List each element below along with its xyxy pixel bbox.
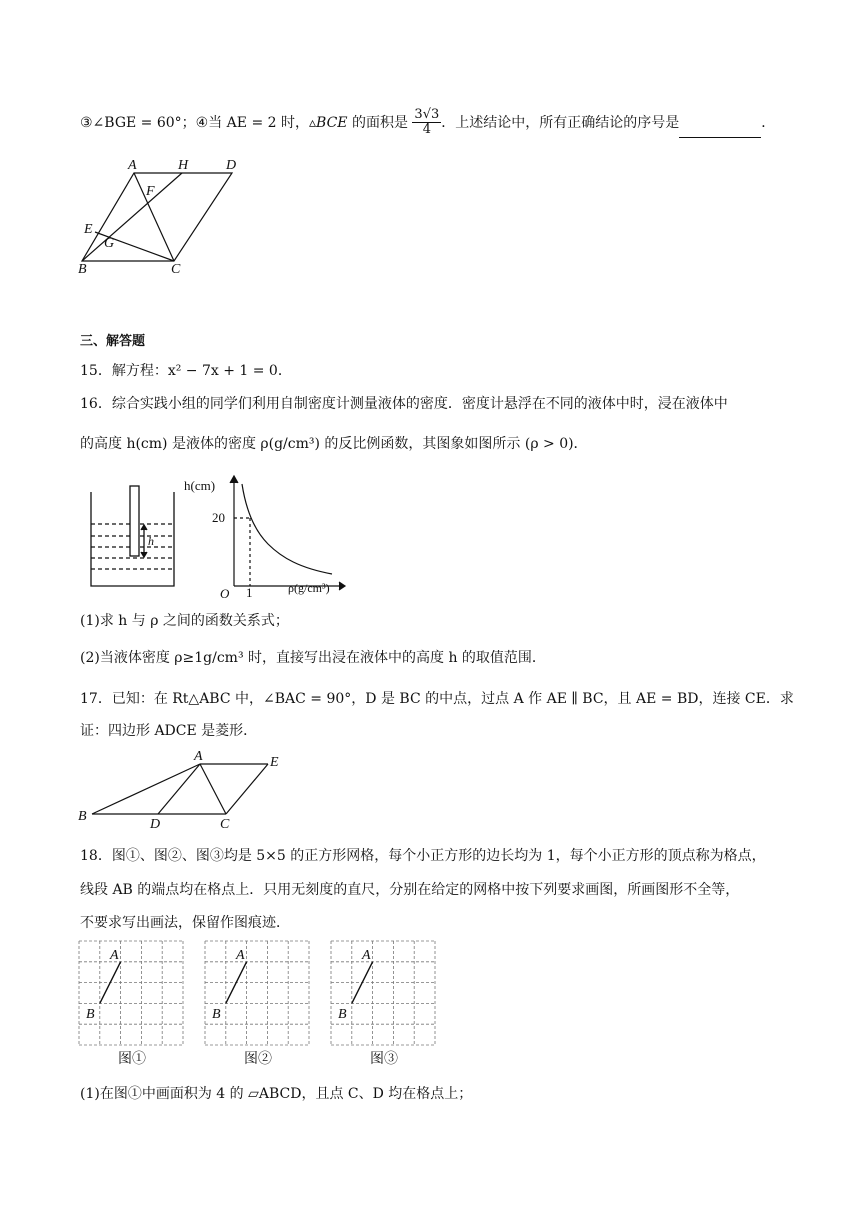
label-f: F xyxy=(146,184,155,199)
segment-ad xyxy=(158,764,200,814)
label-d: D xyxy=(226,158,237,173)
caption-fig1: 图① xyxy=(118,1051,146,1067)
answer-blank[interactable] xyxy=(679,123,761,138)
q14-frac-den: 4 xyxy=(422,122,431,138)
segment-ab xyxy=(352,962,373,1004)
label-a: A xyxy=(110,948,119,963)
caption-fig3: 图③ xyxy=(370,1051,398,1067)
q14-frac-num: 3√3 xyxy=(414,107,440,122)
hyperbola-curve xyxy=(242,484,332,574)
segment-ac xyxy=(200,764,226,814)
caption-fig2: 图② xyxy=(244,1051,272,1067)
label-a: A xyxy=(362,948,371,963)
q14-part3: ③∠BGE = 60°；④当 AE = 2 时， xyxy=(80,114,309,131)
label-b: B xyxy=(86,1007,95,1022)
y-axis-label: h(cm) xyxy=(184,478,216,493)
segment-ab xyxy=(226,962,247,1004)
segment-ec xyxy=(226,764,268,814)
segment-ab xyxy=(100,962,121,1004)
q17-line2: 证：四边形 ADCE 是菱形． xyxy=(80,723,258,739)
q17-line1: 17．已知：在 Rt△ABC 中，∠BAC = 90°，D 是 BC 的中点，过点 A 作 AE ∥ BC，且 AE = BD，连接 CE．求 xyxy=(80,691,794,707)
q14-end: ．上述结论中，所有正确结论的序号是 xyxy=(441,114,680,131)
label-g: G xyxy=(104,236,115,251)
line-bh xyxy=(82,173,182,261)
q18-line1: 18．图①、图②、图③均是 5×5 的正方形网格，每个小正方形的边长均为 1，每个小正方形的顶点称为格点， xyxy=(80,848,766,864)
h-mark: h xyxy=(148,534,154,548)
q16-line2: 的高度 h(cm) 是液体的密度 ρ(g/cm³) 的反比例函数，其图象如图所示 (ρ > 0)． xyxy=(80,436,588,452)
q16-sub1: (1)求 h 与 ρ 之间的函数关系式； xyxy=(80,613,289,629)
origin-label: O xyxy=(220,586,230,598)
inverse-proportion-graph xyxy=(182,470,354,598)
y-tick-20: 20 xyxy=(212,510,225,525)
q16-line1: 16．综合实践小组的同学们利用自制密度计测量液体的密度．密度计悬浮在不同的液体中时，浸在液体中 xyxy=(80,396,728,412)
section-title: 三、解答题 xyxy=(80,334,146,349)
q16-sub2: (2)当液体密度 ρ≥1g/cm³ 时，直接写出浸在液体中的高度 h 的取值范围． xyxy=(80,650,546,666)
x-tick-1: 1 xyxy=(246,585,253,598)
grid-figure-1 xyxy=(78,940,184,1046)
q18-sub1: (1)在图①中画面积为 4 的 ▱ABCD，且点 C、D 均在格点上； xyxy=(80,1086,473,1102)
label-e: E xyxy=(84,222,93,237)
q14-parallelogram-figure xyxy=(74,155,244,275)
q14-conclusions-line xyxy=(80,108,775,138)
densimeter-figure xyxy=(86,482,182,594)
q14-fraction xyxy=(412,108,441,138)
q18-line3: 不要求写出画法，保留作图痕迹． xyxy=(80,915,290,931)
label-c: C xyxy=(220,817,230,832)
q14-mid: 的面积是 xyxy=(347,114,413,131)
label-b: B xyxy=(78,809,87,824)
label-h: H xyxy=(178,158,189,173)
label-c: C xyxy=(171,262,181,275)
densimeter-tube xyxy=(130,486,139,556)
q18-line2: 线段 AB 的端点均在格点上．只用无刻度的直尺，分别在给定的网格中按下列要求画图，所画图形不全等， xyxy=(80,882,740,898)
q15-text: 15．解方程：x² − 7x + 1 = 0． xyxy=(80,363,292,379)
segment-ba xyxy=(92,764,200,814)
q14-triangle: ▵BCE xyxy=(309,114,348,131)
label-a: A xyxy=(194,749,203,764)
x-axis-label: ρ(g/cm³) xyxy=(288,581,330,595)
label-a: A xyxy=(236,948,245,963)
label-e: E xyxy=(270,755,279,770)
q14-period: ． xyxy=(761,114,776,131)
label-b: B xyxy=(338,1007,347,1022)
label-b: B xyxy=(78,262,87,275)
grid-figure-3 xyxy=(330,940,436,1046)
label-b: B xyxy=(212,1007,221,1022)
q17-rhombus-figure xyxy=(74,748,294,832)
label-a: A xyxy=(128,158,137,173)
label-d: D xyxy=(150,817,161,832)
grid-figure-2 xyxy=(204,940,310,1046)
